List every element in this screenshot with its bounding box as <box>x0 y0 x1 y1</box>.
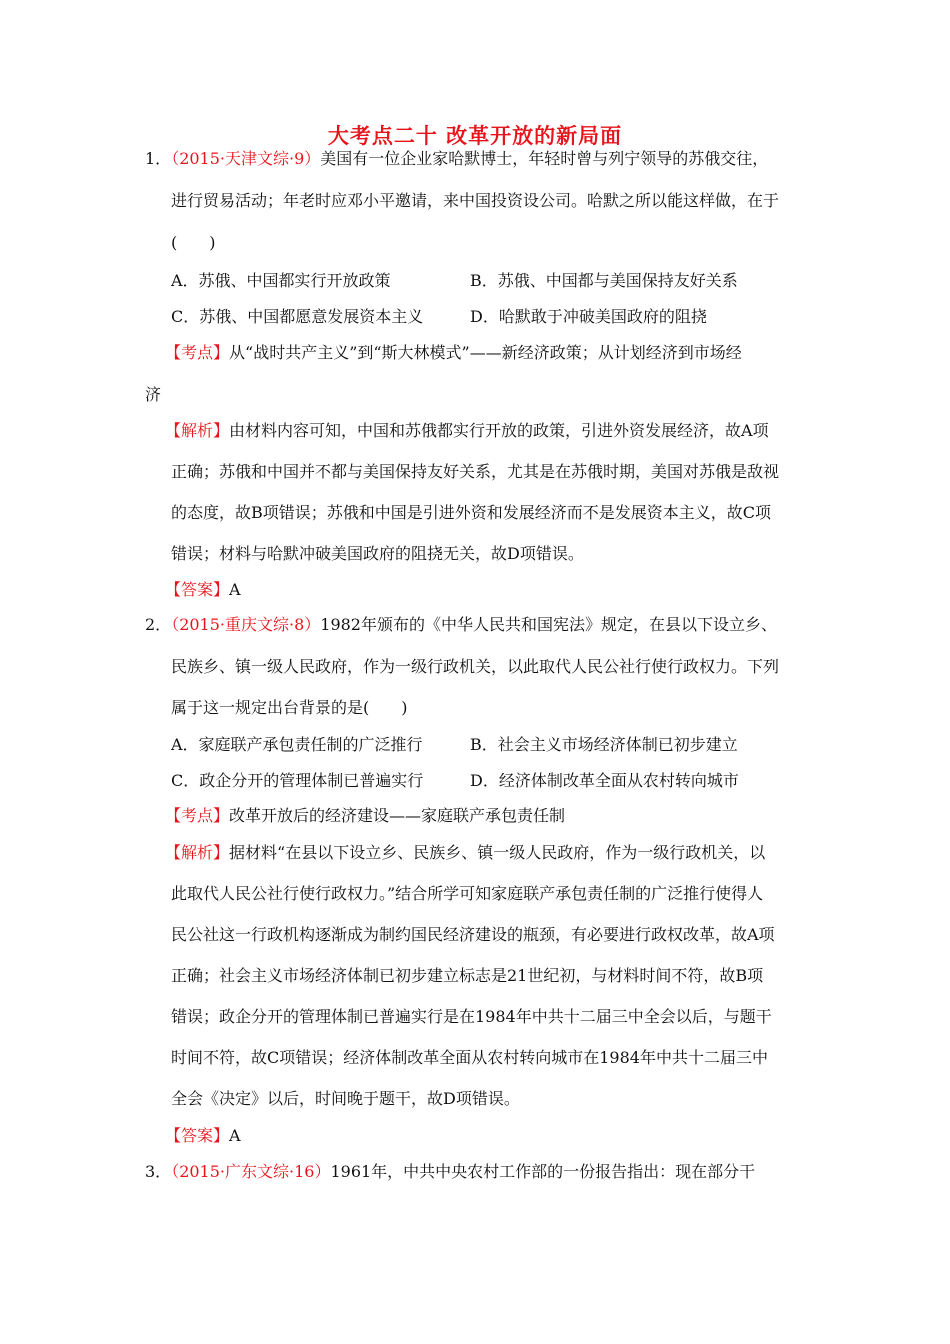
jiexi-tag: 【解析】 <box>165 843 230 862</box>
question-2-option-d: D．经济体制改革全面从农村转向城市 <box>470 771 739 790</box>
question-2-jiexi-text-1: 据材料“在县以下设立乡、民族乡、镇一级人民政府，作为一级行政机关，以 <box>229 843 766 862</box>
question-2-option-b: B．社会主义市场经济体制已初步建立 <box>470 735 738 754</box>
question-2-kaodian <box>165 805 565 827</box>
question-1-jiexi-text-4: 错误；材料与哈默冲破美国政府的阻挠无关，故D项错误。 <box>171 544 584 563</box>
question-2-option-a: A．家庭联产承包责任制的广泛推行 <box>171 735 423 754</box>
page-title: 大考点二十 改革开放的新局面 <box>327 123 623 148</box>
question-2-source: （2015·重庆文综·8） <box>171 615 321 634</box>
question-2-jiexi-text-2: 此取代人民公社行使行政权力。”结合所学可知家庭联产承包责任制的广泛推行使得人 <box>171 884 764 903</box>
question-1-answer-value: A <box>229 580 241 599</box>
question-3-source: （2015·广东文综·16） <box>171 1162 331 1181</box>
question-2-jiexi-text-3: 民公社这一行政机构逐渐成为制约国民经济建设的瓶颈，有必要进行政权改革，故A项 <box>171 925 775 944</box>
question-1-answer-blank: ( ) <box>171 233 216 252</box>
question-3-number: 3． <box>145 1162 172 1181</box>
question-2-number: 2． <box>145 615 172 634</box>
question-1-kaodian-text-1: 从“战时共产主义”到“斯大林模式”——新经济政策；从计划经济到市场经 <box>229 343 742 362</box>
kaodian-tag: 【考点】 <box>165 806 230 825</box>
question-1-option-c: C．苏俄、中国都愿意发展资本主义 <box>171 307 424 326</box>
question-2-answer <box>165 1125 241 1147</box>
question-2-jiexi-text-4: 正确；社会主义市场经济体制已初步建立标志是21世纪初，与材料时间不符，故B项 <box>171 966 764 985</box>
question-2-stem-1: 1982年颁布的《中华人民共和国宪法》规定，在县以下设立乡、 <box>320 615 777 634</box>
question-2-jiexi-text-5: 错误；政企分开的管理体制已普遍实行是在1984年中共十二届三中全会以后，与题干 <box>171 1007 772 1026</box>
question-2-jiexi-text-6: 时间不符，故C项错误；经济体制改革全面从农村转向城市在1984年中共十二届三中 <box>171 1048 768 1067</box>
question-1-jiexi-text-1: 由材料内容可知，中国和苏俄都实行开放的政策，引进外资发展经济，故A项 <box>229 421 769 440</box>
answer-tag: 【答案】 <box>165 1126 230 1145</box>
question-1-option-b: B．苏俄、中国都与美国保持友好关系 <box>470 271 738 290</box>
question-1-source: （2015·天津文综·9） <box>171 149 321 168</box>
question-1-kaodian <box>165 342 742 364</box>
question-1-kaodian-text-2: 济 <box>145 385 162 404</box>
question-2-line-1 <box>145 614 777 636</box>
question-1-number: 1． <box>145 149 172 168</box>
question-2-option-c: C．政企分开的管理体制已普遍实行 <box>171 771 424 790</box>
question-3-line-1 <box>145 1161 755 1183</box>
question-1-jiexi-text-3: 的态度，故B项错误；苏俄和中国是引进外资和发展经济而不是发展资本主义，故C项 <box>171 503 772 522</box>
question-1-option-d: D．哈默敢于冲破美国政府的阻挠 <box>470 307 707 326</box>
kaodian-tag: 【考点】 <box>165 343 230 362</box>
question-1-answer <box>165 579 241 601</box>
question-2-answer-value: A <box>229 1126 241 1145</box>
question-1-option-a: A．苏俄、中国都实行开放政策 <box>171 271 391 290</box>
question-1-stem-2: 进行贸易活动；年老时应邓小平邀请，来中国投资设公司。哈默之所以能这样做，在于 <box>171 191 780 210</box>
question-1-jiexi <box>165 420 769 442</box>
question-1-jiexi-text-2: 正确；苏俄和中国并不都与美国保持友好关系，尤其是在苏俄时期，美国对苏俄是敌视 <box>171 462 780 481</box>
question-2-kaodian-text-1: 改革开放后的经济建设——家庭联产承包责任制 <box>229 806 566 825</box>
jiexi-tag: 【解析】 <box>165 421 230 440</box>
question-2-stem-3: 属于这一规定出台背景的是( ) <box>171 698 408 717</box>
question-2-jiexi-text-7: 全会《决定》以后，时间晚于题干，故D项错误。 <box>171 1089 520 1108</box>
question-2-jiexi <box>165 842 765 864</box>
question-1-stem-1: 美国有一位企业家哈默博士，年轻时曾与列宁领导的苏俄交往， <box>320 149 769 168</box>
question-2-stem-2: 民族乡、镇一级人民政府，作为一级行政机关，以此取代人民公社行使行政权力。下列 <box>171 657 780 676</box>
question-3-stem-1: 1961年，中共中央农村工作部的一份报告指出：现在部分干 <box>330 1162 756 1181</box>
question-1-line-1 <box>145 148 768 170</box>
answer-tag: 【答案】 <box>165 580 230 599</box>
